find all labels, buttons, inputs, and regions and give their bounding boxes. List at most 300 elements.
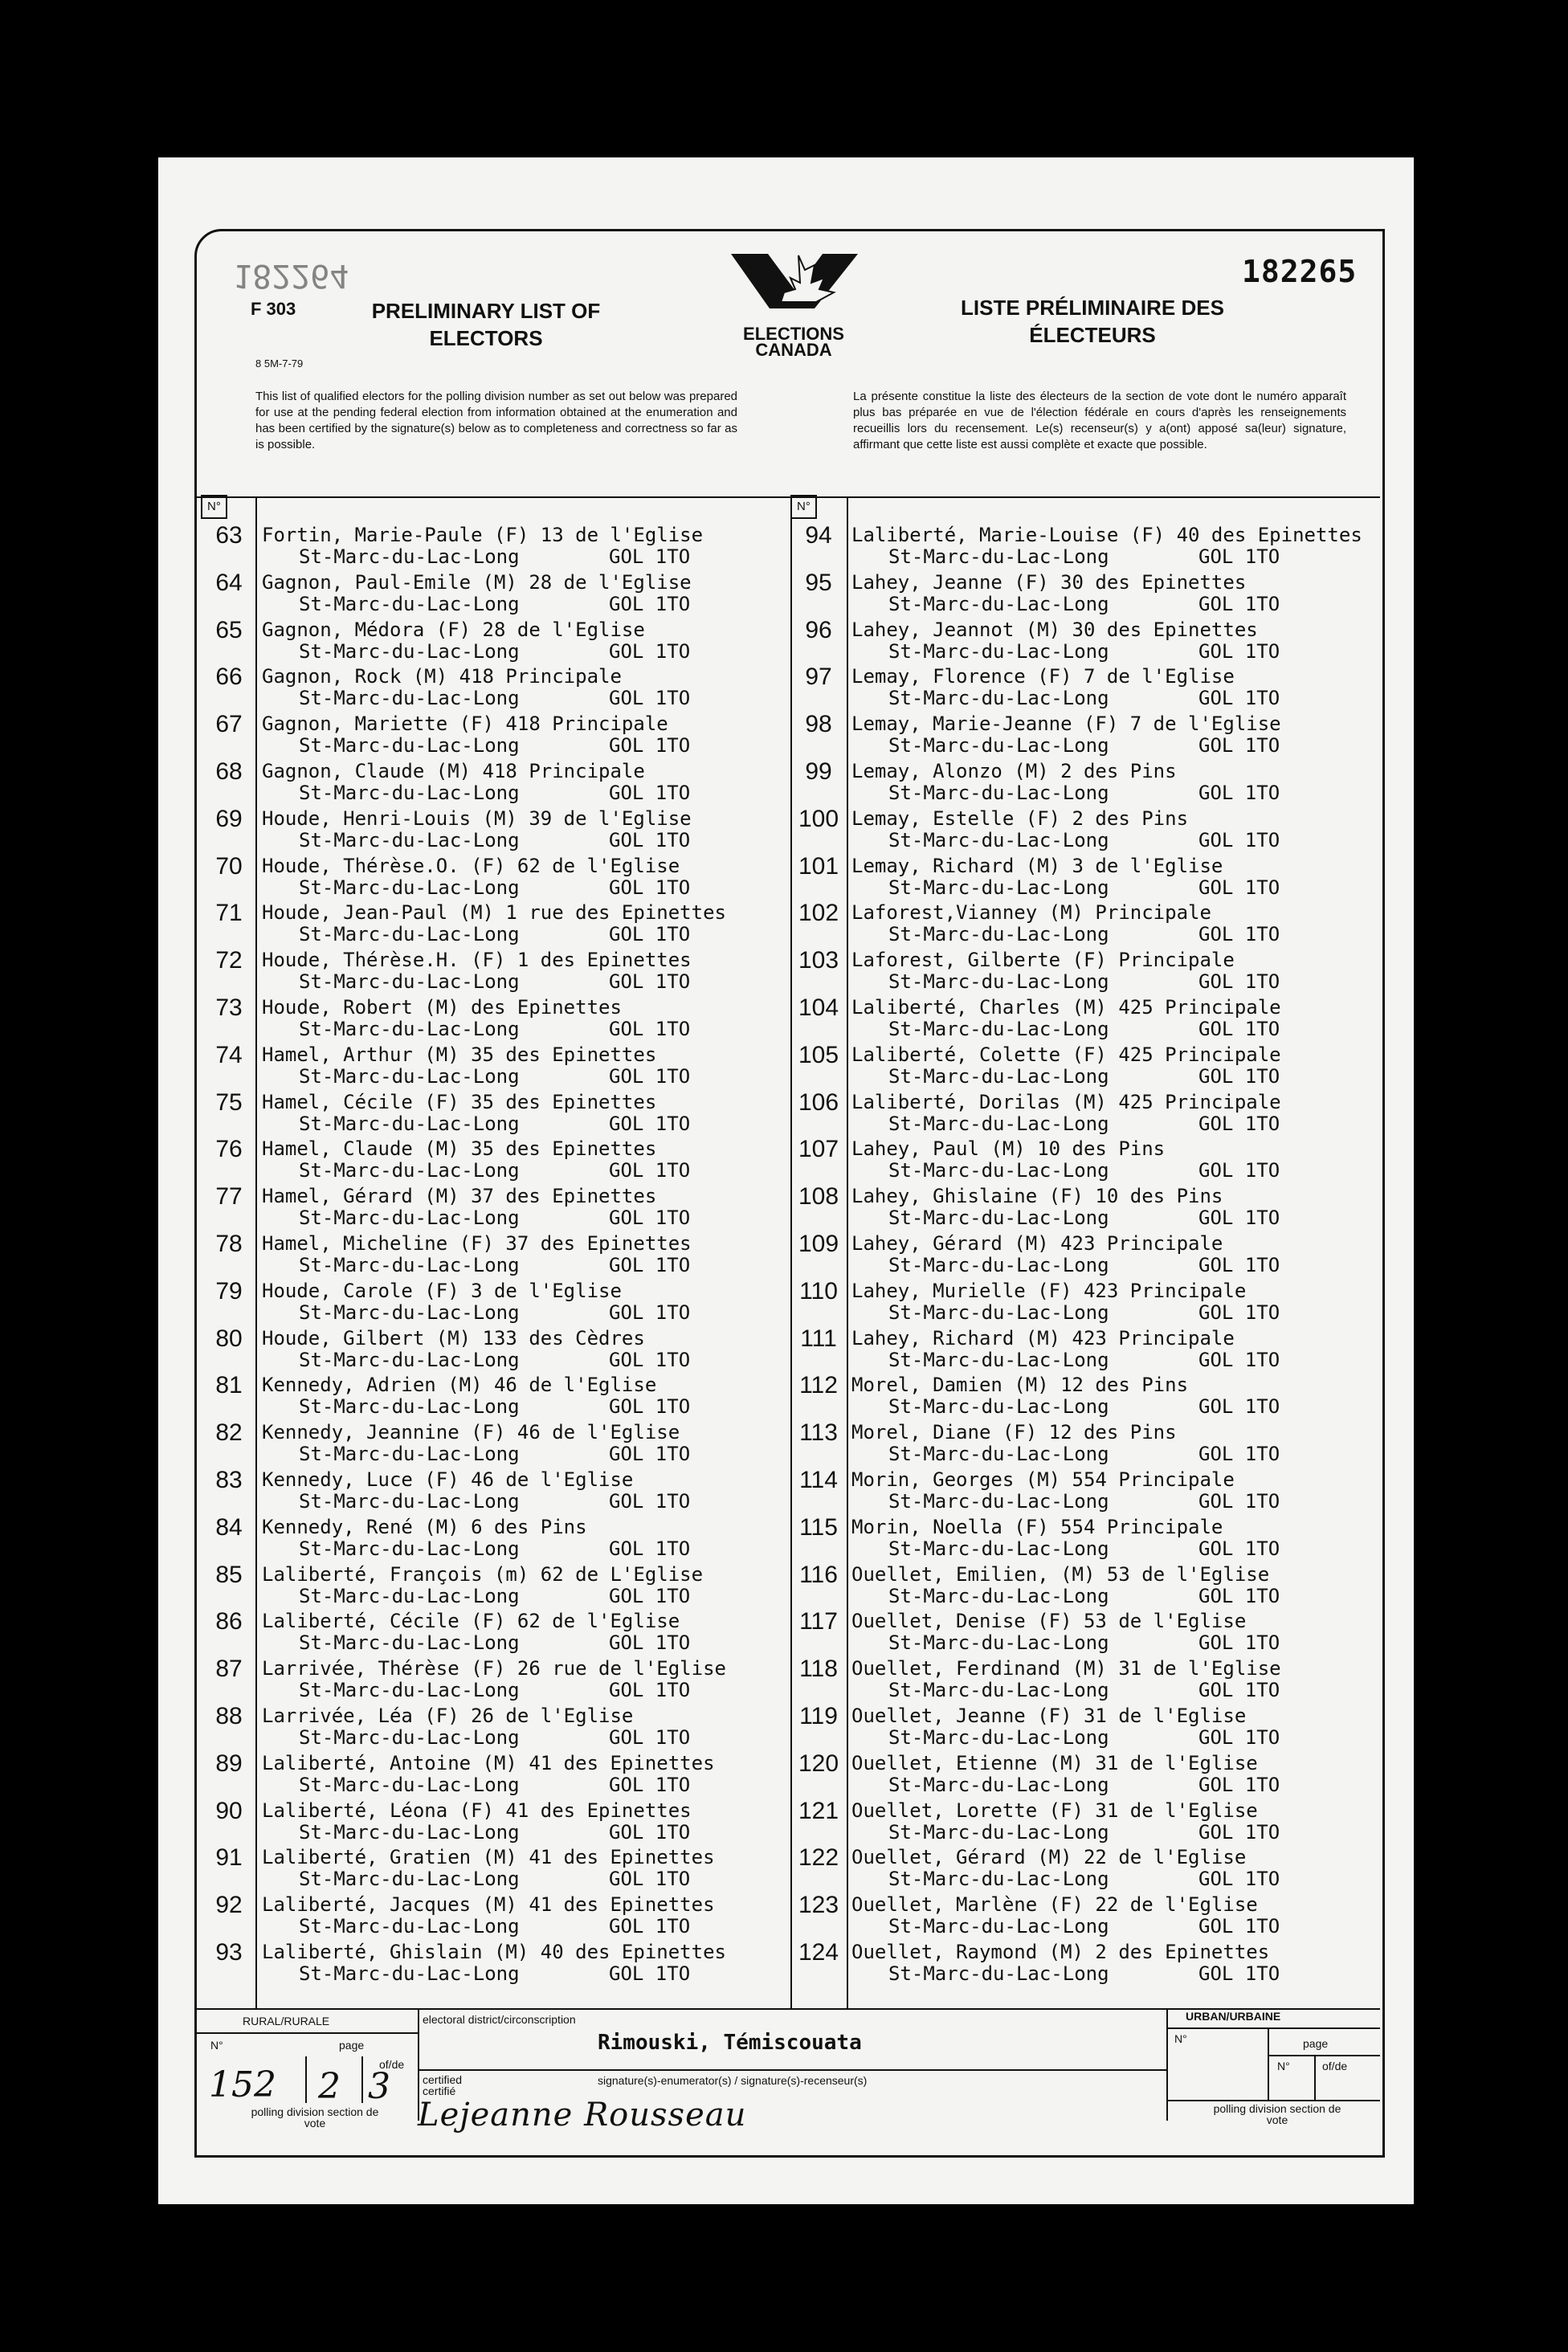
elector-number: 71	[215, 900, 243, 927]
elector-locality: St-Marc-du-Lac-Long	[299, 1490, 520, 1513]
elector-name-address: Houde, Jean-Paul (M) 1 rue des Epinettes	[262, 901, 726, 925]
elector-number: 88	[215, 1703, 243, 1729]
elector-postal-code: GOL 1TO	[1198, 923, 1280, 946]
elector-number: 74	[215, 1041, 243, 1068]
elector-number: 121	[798, 1797, 839, 1824]
elector-postal-code: GOL 1TO	[1198, 828, 1280, 851]
elector-locality: St-Marc-du-Lac-Long	[299, 639, 520, 663]
elector-postal-code: GOL 1TO	[1198, 639, 1280, 663]
elector-postal-code: GOL 1TO	[1198, 1112, 1280, 1135]
elector-number: 114	[799, 1467, 838, 1493]
elector-row	[792, 1276, 1322, 1323]
elector-locality: St-Marc-du-Lac-Long	[299, 1631, 520, 1655]
elector-postal-code: GOL 1TO	[609, 687, 691, 710]
rural-of-divider	[361, 2056, 363, 2103]
elector-number: 123	[798, 1892, 839, 1919]
elector-locality: St-Marc-du-Lac-Long	[299, 1254, 520, 1276]
elector-locality: St-Marc-du-Lac-Long	[299, 1537, 520, 1560]
elector-locality: St-Marc-du-Lac-Long	[888, 1631, 1109, 1655]
elector-row	[792, 898, 1322, 945]
elector-postal-code: GOL 1TO	[1198, 1820, 1280, 1844]
elector-row	[202, 1324, 733, 1370]
elector-row	[202, 1654, 733, 1701]
elector-name-address: Hamel, Gérard (M) 37 des Epinettes	[262, 1185, 657, 1208]
elector-name-address: Laliberté, Dorilas (M) 425 Principale	[851, 1090, 1281, 1113]
elector-number: 66	[215, 664, 243, 691]
elector-name-address: Houde, Robert (M) des Epinettes	[262, 996, 622, 1019]
elector-name-address: Gagnon, Rock (M) 418 Principale	[262, 665, 622, 688]
elector-row	[792, 1843, 1322, 1889]
elector-number: 116	[799, 1561, 838, 1588]
elector-locality: St-Marc-du-Lac-Long	[299, 1301, 520, 1324]
elector-number: 77	[215, 1183, 243, 1211]
elector-number: 110	[799, 1277, 838, 1305]
elector-name-address: Ouellet, Etienne (M) 31 de l'Eglise	[851, 1751, 1258, 1774]
elector-postal-code: GOL 1TO	[1198, 687, 1280, 710]
rural-no-label: N°	[210, 2039, 223, 2052]
elector-postal-code: GOL 1TO	[609, 1537, 691, 1560]
urban-label: URBAN/URBAINE	[1186, 2010, 1281, 2023]
elector-name-address: Morin, Noella (F) 554 Principale	[851, 1515, 1223, 1538]
elector-postal-code: GOL 1TO	[609, 1207, 691, 1230]
elector-name-address: Ouellet, Jeanne (F) 31 de l'Eglise	[851, 1705, 1247, 1727]
elector-locality: St-Marc-du-Lac-Long	[299, 828, 520, 851]
intro-french: La présente constitue la liste des électeurs de la section de vote dont le numéro apparaît plus bas préparée en vue de l'élection fédérale en cours d'après les renseignements recueillis lors du recensement. Le(s) recenseur(s) y a(ont) apposé sa(leur) signature, affirmant que cette liste est aussi complète et exacte que possible.	[853, 390, 1346, 451]
elector-number: 81	[215, 1372, 243, 1399]
rural-rule	[196, 2032, 418, 2034]
elector-number: 96	[805, 616, 832, 643]
elector-postal-code: GOL 1TO	[1198, 1018, 1280, 1040]
elector-number: 89	[215, 1750, 243, 1777]
elector-name-address: Lahey, Paul (M) 10 des Pins	[851, 1137, 1166, 1161]
elector-row	[792, 1560, 1322, 1607]
elector-locality: St-Marc-du-Lac-Long	[299, 1018, 520, 1040]
elector-row	[202, 1370, 733, 1417]
elector-postal-code: GOL 1TO	[1198, 970, 1280, 994]
district-value: Rimouski, Témiscouata	[598, 2031, 862, 2055]
elector-name-address: Lahey, Jeanne (F) 30 des Epinettes	[851, 570, 1247, 594]
elector-number: 108	[798, 1183, 839, 1211]
elector-name-address: Laliberté, Antoine (M) 41 des Epinettes	[262, 1751, 715, 1774]
elector-name-address: Houde, Thérèse.H. (F) 1 des Epinettes	[262, 949, 692, 972]
elector-name-address: Ouellet, Denise (F) 53 de l'Eglise	[851, 1610, 1247, 1633]
elector-name-address: Kennedy, Luce (F) 46 de l'Eglise	[262, 1468, 634, 1491]
elector-number: 84	[215, 1513, 243, 1541]
elector-number: 120	[798, 1750, 839, 1777]
elector-postal-code: GOL 1TO	[1198, 592, 1280, 615]
elector-row	[202, 804, 733, 851]
elector-name-address: Hamel, Micheline (F) 37 des Epinettes	[262, 1232, 692, 1255]
elector-name-address: Gagnon, Paul-Emile (M) 28 de l'Eglise	[262, 570, 692, 594]
elector-locality: St-Marc-du-Lac-Long	[888, 687, 1109, 710]
elector-number: 93	[215, 1939, 243, 1966]
elector-row	[792, 1749, 1322, 1795]
elector-row	[202, 1276, 733, 1323]
elector-locality: St-Marc-du-Lac-Long	[299, 1395, 520, 1419]
elector-name-address: Ouellet, Lorette (F) 31 de l'Eglise	[851, 1799, 1258, 1822]
elector-locality: St-Marc-du-Lac-Long	[888, 1064, 1109, 1088]
elector-postal-code: GOL 1TO	[609, 1064, 691, 1088]
elector-name-address: Laliberté, Gratien (M) 41 des Epinettes	[262, 1846, 715, 1869]
elector-name-address: Gagnon, Mariette (F) 418 Principale	[262, 713, 668, 736]
elector-row	[202, 1513, 733, 1559]
elector-row	[792, 1040, 1322, 1087]
elector-name-address: Ouellet, Gérard (M) 22 de l'Eglise	[851, 1846, 1247, 1869]
elector-row	[202, 993, 733, 1039]
elector-name-address: Kennedy, Adrien (M) 46 de l'Eglise	[262, 1374, 657, 1397]
elector-locality: St-Marc-du-Lac-Long	[299, 876, 520, 899]
elector-postal-code: GOL 1TO	[609, 1773, 691, 1796]
elector-number: 75	[215, 1088, 243, 1116]
elector-postal-code: GOL 1TO	[609, 1301, 691, 1324]
elector-row	[792, 1418, 1322, 1464]
elector-locality: St-Marc-du-Lac-Long	[299, 970, 520, 994]
elector-number: 111	[800, 1325, 837, 1352]
elector-row	[202, 709, 733, 756]
elector-number: 97	[805, 664, 832, 691]
elector-postal-code: GOL 1TO	[1198, 545, 1280, 568]
urban-no-label: N°	[1174, 2032, 1187, 2045]
elector-postal-code: GOL 1TO	[609, 639, 691, 663]
elector-row	[792, 521, 1362, 568]
elector-name-address: Laliberté, Jacques (M) 41 des Epinettes	[262, 1893, 715, 1917]
elector-name-address: Laforest, Gilberte (F) Principale	[851, 949, 1235, 972]
elector-row	[202, 615, 733, 662]
elector-locality: St-Marc-du-Lac-Long	[299, 1159, 520, 1182]
elector-locality: St-Marc-du-Lac-Long	[299, 1348, 520, 1371]
elector-row	[792, 1796, 1322, 1843]
elector-number: 118	[799, 1656, 838, 1683]
elector-locality: St-Marc-du-Lac-Long	[888, 782, 1109, 804]
intro-english: This list of qualified electors for the polling division number as set out below was prepared for use at the pending federal election from information obtained at the enumeration and has been certified by the signature(s) below as to completeness and correctness so far as is possible.	[255, 390, 737, 451]
elector-number: 90	[215, 1797, 243, 1824]
elector-number: 86	[215, 1608, 243, 1635]
elector-name-address: Laliberté, Ghislain (M) 40 des Epinettes	[262, 1941, 726, 1963]
elector-postal-code: GOL 1TO	[1198, 782, 1280, 804]
elector-number: 106	[798, 1088, 839, 1116]
elector-number: 117	[799, 1608, 838, 1635]
elector-postal-code: GOL 1TO	[1198, 1064, 1280, 1088]
elector-postal-code: GOL 1TO	[1198, 734, 1280, 757]
elector-locality: St-Marc-du-Lac-Long	[888, 1490, 1109, 1513]
elector-row	[792, 1654, 1322, 1701]
elector-postal-code: GOL 1TO	[609, 1631, 691, 1655]
elector-number: 100	[798, 805, 839, 832]
elector-postal-code: GOL 1TO	[1198, 1301, 1280, 1324]
elector-row	[202, 1229, 733, 1276]
elector-locality: St-Marc-du-Lac-Long	[299, 1112, 520, 1135]
elector-number: 104	[798, 994, 839, 1021]
elector-locality: St-Marc-du-Lac-Long	[888, 734, 1109, 757]
elector-postal-code: GOL 1TO	[609, 1348, 691, 1371]
elector-row	[792, 615, 1322, 662]
elector-name-address: Lahey, Murielle (F) 423 Principale	[851, 1279, 1247, 1302]
elector-locality: St-Marc-du-Lac-Long	[888, 1773, 1109, 1796]
elector-number: 124	[798, 1939, 839, 1966]
elector-row	[792, 1370, 1322, 1417]
elector-number: 70	[215, 852, 243, 880]
elector-row	[792, 993, 1322, 1039]
elector-postal-code: GOL 1TO	[609, 923, 691, 946]
elector-name-address: Ouellet, Marlène (F) 22 de l'Eglise	[851, 1893, 1258, 1917]
elector-postal-code: GOL 1TO	[1198, 1254, 1280, 1276]
elector-postal-code: GOL 1TO	[1198, 1962, 1280, 1985]
urban-polling-division-label: polling division section de vote	[1213, 2102, 1341, 2126]
elector-number: 94	[805, 522, 832, 549]
elector-number: 91	[215, 1844, 243, 1872]
elector-row	[792, 804, 1322, 851]
elector-row	[202, 851, 733, 898]
elector-name-address: Kennedy, Jeannine (F) 46 de l'Eglise	[262, 1421, 680, 1444]
elector-postal-code: GOL 1TO	[609, 1820, 691, 1844]
elector-name-address: Laliberté, Cécile (F) 62 de l'Eglise	[262, 1610, 680, 1633]
elector-number: 92	[215, 1892, 243, 1919]
elector-name-address: Laliberté, François (m) 62 de L'Eglise	[262, 1562, 704, 1586]
logo-text: ELECTIONS CANADA	[743, 324, 844, 360]
elector-name-address: Lemay, Richard (M) 3 de l'Eglise	[851, 854, 1223, 877]
footer-right-divider	[1166, 2008, 1168, 2121]
district-label: electoral district/circonscription	[423, 2013, 576, 2026]
elector-locality: St-Marc-du-Lac-Long	[888, 1820, 1109, 1844]
elector-postal-code: GOL 1TO	[1198, 1868, 1280, 1891]
elector-name-address: Houde, Gilbert (M) 133 des Cèdres	[262, 1326, 645, 1350]
elector-name-address: Lahey, Gérard (M) 423 Principale	[851, 1232, 1223, 1255]
title-french: LISTE PRÉLIMINAIRE DES ÉLECTEURS	[961, 296, 1224, 347]
right-no-header: N°	[790, 495, 817, 519]
elector-number: 72	[215, 947, 243, 974]
elector-number: 115	[799, 1513, 838, 1541]
elector-postal-code: GOL 1TO	[1198, 1207, 1280, 1230]
elector-locality: St-Marc-du-Lac-Long	[888, 1868, 1109, 1891]
elector-row	[792, 1324, 1322, 1370]
elector-number: 105	[798, 1041, 839, 1068]
elector-postal-code: GOL 1TO	[609, 876, 691, 899]
elector-name-address: Laliberté, Léona (F) 41 des Epinettes	[262, 1799, 692, 1822]
elector-row	[792, 662, 1322, 708]
elector-number: 113	[799, 1419, 838, 1447]
elector-row	[792, 1701, 1322, 1748]
elector-name-address: Houde, Carole (F) 3 de l'Eglise	[262, 1279, 622, 1302]
urban-rule	[1166, 2027, 1380, 2029]
elector-row	[202, 1418, 733, 1464]
elector-name-address: Hamel, Claude (M) 35 des Epinettes	[262, 1137, 657, 1161]
elector-number: 80	[215, 1325, 243, 1352]
elector-postal-code: GOL 1TO	[609, 1159, 691, 1182]
elector-locality: St-Marc-du-Lac-Long	[299, 1726, 520, 1749]
elector-row	[202, 521, 733, 567]
elector-number: 85	[215, 1561, 243, 1588]
elector-postal-code: GOL 1TO	[609, 1679, 691, 1702]
elector-number: 98	[805, 711, 832, 738]
elector-number: 119	[799, 1703, 838, 1729]
elector-name-address: Ouellet, Ferdinand (M) 31 de l'Eglise	[851, 1657, 1281, 1680]
elector-name-address: Hamel, Cécile (F) 35 des Epinettes	[262, 1090, 657, 1113]
form-number: F 303	[251, 299, 296, 319]
elector-row	[792, 1890, 1322, 1937]
enumerator-signature: Lejeanne Rousseau	[418, 2097, 747, 2134]
elector-locality: St-Marc-du-Lac-Long	[888, 1537, 1109, 1560]
elector-locality: St-Marc-du-Lac-Long	[299, 923, 520, 946]
elector-postal-code: GOL 1TO	[1198, 1159, 1280, 1182]
elector-row	[202, 1749, 733, 1795]
elector-number: 99	[805, 758, 832, 785]
elector-name-address: Morin, Georges (M) 554 Principale	[851, 1468, 1235, 1491]
elector-locality: St-Marc-du-Lac-Long	[888, 876, 1109, 899]
elector-name-address: Larrivée, Thérèse (F) 26 rue de l'Eglise	[262, 1657, 726, 1680]
elector-number: 78	[215, 1231, 243, 1257]
elector-postal-code: GOL 1TO	[1198, 1537, 1280, 1560]
elector-row	[202, 1134, 733, 1181]
elector-row	[202, 1560, 733, 1607]
elector-postal-code: GOL 1TO	[609, 1915, 691, 1938]
elector-row	[202, 1465, 733, 1512]
elector-locality: St-Marc-du-Lac-Long	[888, 1301, 1109, 1324]
elector-row	[202, 1701, 733, 1748]
elector-name-address: Lemay, Marie-Jeanne (F) 7 de l'Eglise	[851, 713, 1281, 736]
elector-postal-code: GOL 1TO	[609, 545, 691, 568]
rural-label: RURAL/RURALE	[243, 2015, 330, 2027]
page-total: 3	[368, 2066, 390, 2107]
elector-postal-code: GOL 1TO	[609, 1395, 691, 1419]
elector-postal-code: GOL 1TO	[609, 782, 691, 804]
elector-number: 101	[798, 852, 839, 880]
rural-of-label: of/de	[379, 2058, 405, 2071]
elector-number: 107	[798, 1136, 839, 1163]
elector-name-address: Morel, Damien (M) 12 des Pins	[851, 1374, 1189, 1397]
elector-name-address: Gagnon, Médora (F) 28 de l'Eglise	[262, 618, 645, 641]
urban-bottom-rule	[1166, 2100, 1380, 2101]
elector-name-address: Laliberté, Charles (M) 425 Principale	[851, 996, 1281, 1019]
elector-number: 95	[805, 569, 832, 596]
elector-row	[792, 757, 1322, 803]
table-top-rule	[196, 496, 1380, 498]
elector-locality: St-Marc-du-Lac-Long	[888, 1112, 1109, 1135]
elector-postal-code: GOL 1TO	[1198, 1584, 1280, 1607]
elector-number: 122	[798, 1844, 839, 1872]
elector-locality: St-Marc-du-Lac-Long	[299, 1584, 520, 1607]
elector-locality: St-Marc-du-Lac-Long	[299, 1207, 520, 1230]
elector-locality: St-Marc-du-Lac-Long	[888, 1159, 1109, 1182]
elector-number: 67	[215, 711, 243, 738]
elector-postal-code: GOL 1TO	[1198, 1679, 1280, 1702]
elector-row	[202, 1182, 733, 1228]
elector-locality: St-Marc-du-Lac-Long	[888, 1018, 1109, 1040]
elector-row	[792, 1938, 1322, 1984]
elector-postal-code: GOL 1TO	[1198, 1490, 1280, 1513]
signature-label: signature(s)-enumerator(s) / signature(s)-recenseur(s)	[598, 2074, 868, 2087]
elector-number: 109	[798, 1231, 839, 1257]
elector-number: 65	[215, 616, 243, 643]
reverse-stamp-serial: 182264	[233, 257, 349, 294]
elector-postal-code: GOL 1TO	[609, 1962, 691, 1985]
elector-row	[202, 945, 733, 992]
elector-name-address: Gagnon, Claude (M) 418 Principale	[262, 760, 645, 782]
serial-number: 182265	[1242, 254, 1358, 289]
elector-locality: St-Marc-du-Lac-Long	[888, 923, 1109, 946]
elector-postal-code: GOL 1TO	[609, 1018, 691, 1040]
elector-postal-code: GOL 1TO	[609, 1490, 691, 1513]
elector-row	[202, 1040, 733, 1087]
elector-number: 82	[215, 1419, 243, 1447]
elector-name-address: Hamel, Arthur (M) 35 des Epinettes	[262, 1043, 657, 1066]
elector-name-address: Lahey, Jeannot (M) 30 des Epinettes	[851, 618, 1258, 641]
elector-row	[202, 1088, 733, 1134]
elector-locality: St-Marc-du-Lac-Long	[299, 592, 520, 615]
elector-postal-code: GOL 1TO	[609, 1254, 691, 1276]
elector-locality: St-Marc-du-Lac-Long	[888, 1915, 1109, 1938]
elector-locality: St-Marc-du-Lac-Long	[888, 828, 1109, 851]
elector-row	[202, 568, 733, 615]
elector-postal-code: GOL 1TO	[1198, 1631, 1280, 1655]
elector-postal-code: GOL 1TO	[609, 828, 691, 851]
elector-locality: St-Marc-du-Lac-Long	[299, 1773, 520, 1796]
elector-postal-code: GOL 1TO	[609, 1868, 691, 1891]
elector-name-address: Houde, Thérèse.O. (F) 62 de l'Eglise	[262, 854, 680, 877]
elector-name-address: Laliberté, Colette (F) 425 Principale	[851, 1043, 1281, 1066]
elector-number: 73	[215, 994, 243, 1021]
elector-row	[792, 709, 1322, 756]
elector-name-address: Lemay, Florence (F) 7 de l'Eglise	[851, 665, 1235, 688]
elector-postal-code: GOL 1TO	[609, 734, 691, 757]
urban-of-label: of/de	[1322, 2060, 1348, 2072]
elector-row	[792, 945, 1322, 992]
elector-row	[202, 1938, 733, 1984]
elector-locality: St-Marc-du-Lac-Long	[888, 1962, 1109, 1985]
polling-number: 152	[209, 2064, 276, 2105]
urban-of-divider	[1314, 2055, 1316, 2100]
elector-row	[792, 851, 1322, 898]
elector-locality: St-Marc-du-Lac-Long	[888, 1679, 1109, 1702]
elector-number: 69	[215, 805, 243, 832]
elector-row	[202, 1843, 733, 1889]
page-number: 2	[318, 2066, 341, 2107]
elector-row	[792, 1134, 1322, 1181]
elector-row	[202, 757, 733, 803]
elector-name-address: Laliberté, Marie-Louise (F) 40 des Epinettes	[851, 524, 1362, 546]
elector-row	[792, 1182, 1322, 1228]
elector-name-address: Lemay, Alonzo (M) 2 des Pins	[851, 760, 1177, 782]
elector-postal-code: GOL 1TO	[609, 1584, 691, 1607]
elector-postal-code: GOL 1TO	[609, 1443, 691, 1466]
elector-postal-code: GOL 1TO	[609, 592, 691, 615]
elector-locality: St-Marc-du-Lac-Long	[299, 1679, 520, 1702]
elector-row	[202, 1796, 733, 1843]
elector-locality: St-Marc-du-Lac-Long	[888, 545, 1109, 568]
elector-locality: St-Marc-du-Lac-Long	[299, 1962, 520, 1985]
elector-locality: St-Marc-du-Lac-Long	[299, 782, 520, 804]
elector-locality: St-Marc-du-Lac-Long	[299, 1064, 520, 1088]
left-no-header: N°	[201, 495, 227, 519]
elector-locality: St-Marc-du-Lac-Long	[888, 592, 1109, 615]
elector-postal-code: GOL 1TO	[1198, 1726, 1280, 1749]
elector-number: 79	[215, 1277, 243, 1305]
elector-row	[792, 1607, 1322, 1653]
elector-postal-code: GOL 1TO	[1198, 1915, 1280, 1938]
elector-locality: St-Marc-du-Lac-Long	[299, 545, 520, 568]
elector-postal-code: GOL 1TO	[1198, 1443, 1280, 1466]
elector-name-address: Lahey, Richard (M) 423 Principale	[851, 1326, 1235, 1350]
elector-number: 68	[215, 758, 243, 785]
elector-name-address: Ouellet, Raymond (M) 2 des Epinettes	[851, 1941, 1270, 1963]
elector-postal-code: GOL 1TO	[609, 970, 691, 994]
rural-page-label: page	[339, 2039, 365, 2052]
urban-page-rule	[1268, 2055, 1380, 2056]
elector-name-address: Ouellet, Emilien, (M) 53 de l'Eglise	[851, 1562, 1270, 1586]
elector-row	[792, 1229, 1322, 1276]
urban-sub-no-label: N°	[1277, 2060, 1290, 2072]
elector-locality: St-Marc-du-Lac-Long	[888, 1207, 1109, 1230]
elector-name-address: Kennedy, René (M) 6 des Pins	[262, 1515, 587, 1538]
